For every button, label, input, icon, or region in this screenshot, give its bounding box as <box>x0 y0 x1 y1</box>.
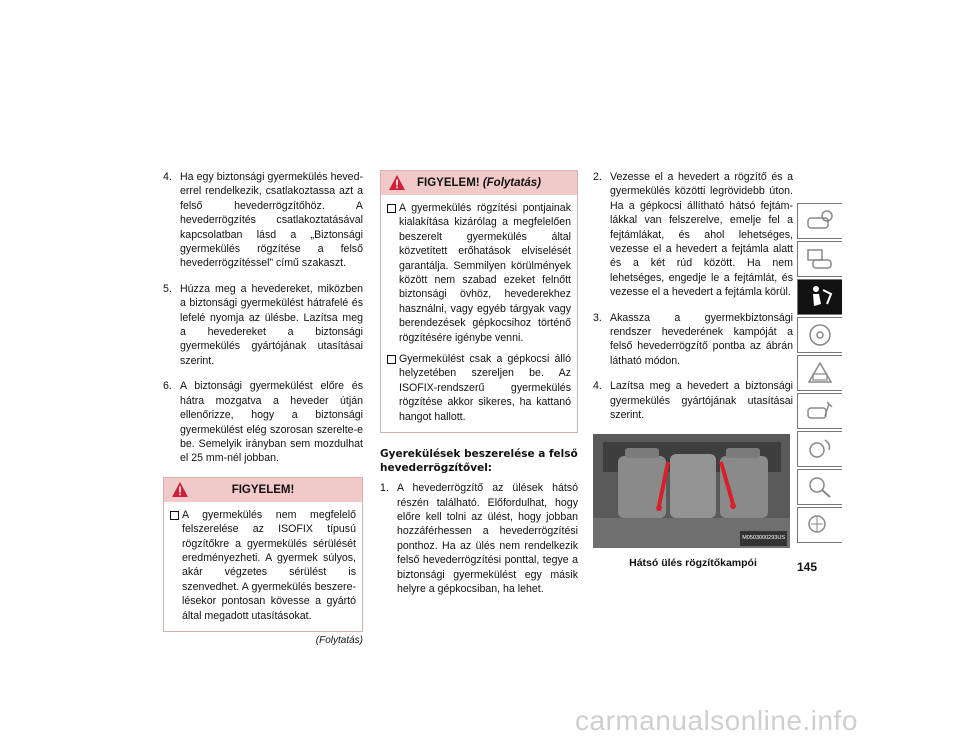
step-item <box>593 379 793 422</box>
warning-title-suffix: (Folytatás) <box>482 177 541 189</box>
column-left <box>163 170 363 648</box>
warning-header <box>164 478 362 502</box>
photo-code: M0503000293US <box>740 531 787 545</box>
step-text: Húzza meg a hevedereket, miközben a biztonsági gyermekülést hátrafelé és lefelé nyomja az ülésbe. Lazítsa meg a hevedereket a biztonsági gyermekülés gyártójának utasításai szerint. <box>180 282 363 367</box>
warning-box <box>163 477 363 632</box>
checkbox-square-icon <box>170 511 179 520</box>
car-dashboard-icon <box>805 208 835 234</box>
warning-title: FIGYELEM! <box>417 177 480 189</box>
step-text: Ha egy biztonsági gyermekülés hevederrel rendelkezik, csatlakoztassa azt a felső hevederrögzítőhöz. A hevederrögzítés csatlakoztatásával kapcsolatban lásd a „Biztonsági gyermekülés rögzítése a felső hevederrögzítéssel” című szakaszt. <box>180 171 363 270</box>
warning-item-text: Gyermekülést csak a gépkocsi álló helyzetében szereljen be. Az ISOFIX-rendszerű gyermekülés rögzítése akkor sikeres, ha kattanó hangot hallott. <box>399 353 571 423</box>
warning-triangle-icon <box>389 175 405 190</box>
warning-body <box>164 502 362 631</box>
tab-car-lights[interactable] <box>797 241 842 277</box>
step-number: 4. <box>593 380 602 393</box>
warning-header <box>381 171 577 195</box>
warning-triangle-icon <box>172 482 188 497</box>
warning-item <box>170 508 356 623</box>
step-number: 5. <box>163 282 172 295</box>
warning-item-text: A gyermekülés nem megfelelő felszerelése az ISOFIX típusú rögzítőkre a gyermekülés sérülését eredményezheti. A gyermek súlyos, akár végzetes sérülést is szenvedhet. A gyermekülés beszerelésekor pontosan kövesse a gyártó által megadott utasításokat. <box>182 508 356 622</box>
continued-label: (Folytatás) <box>315 634 363 646</box>
tab-language[interactable] <box>797 507 842 543</box>
car-service-icon <box>805 398 835 424</box>
step-text: A biztonsági gyermekülést előre és hátra mozgatva a heveder útján ellenőrizze, hogy a biztonsági gyermekülést elég szorosan szerelte-e be. Semelyik irányban sem mozdulhat el 25 mm-nél jobban. <box>180 380 363 465</box>
tab-steering-wheel[interactable] <box>797 317 842 353</box>
step-number: 1. <box>380 482 389 495</box>
checkbox-square-icon <box>387 355 396 364</box>
steps-list-left <box>163 170 363 466</box>
steps-list-middle <box>380 481 578 596</box>
steps-list-right <box>593 170 793 423</box>
column-right <box>593 170 793 570</box>
warning-item-text: A gyermekülés rögzítési pontjainak kialakítása kizárólag a megfelelően beszerelt gyermekülés által közvetített erőhatások elviselését garantálja. Semmilyen körülmények között nem szabad ezeket felnőtt biztonsági övhöz, hevederekhez használni, vagy egyéb tárgyak vagy berendezések gépkocsihoz történő rögzítésére igénybe venni. <box>399 202 571 344</box>
warning-body <box>381 195 577 432</box>
step-item <box>163 282 363 368</box>
step-text: A hevederrögzítő az ülések hátsó részén található. Előfordulhat, hogy előre kell tolni az ülést, hogy jobban hozzáférhessen a hevederrögzítési ponthoz. Ha az ülés nem rendelkezik felső hevederrögzítési ponttal, tegye a biztonsági gyermekülést egy másik helyre a gépkocsiban, ha lehet. <box>397 482 578 595</box>
chapter-tabs <box>797 203 842 545</box>
page-number: 145 <box>797 560 818 574</box>
tab-car-warning[interactable] <box>797 355 842 391</box>
magnifier-icon <box>805 474 835 500</box>
step-number: 6. <box>163 380 172 393</box>
steering-wheel-icon <box>805 322 835 348</box>
step-text: Akassza a gyermekbiztonsági rendszer hevederének kampóját a felső hevederrögzítő pontba az ábrán látható módon. <box>610 311 793 367</box>
step-item <box>163 379 363 465</box>
step-number: 3. <box>593 311 602 324</box>
step-item <box>163 170 363 271</box>
multimedia-icon <box>805 436 835 462</box>
photo-caption: Hátsó ülés rögzítőkampói <box>629 556 757 569</box>
tab-car-service[interactable] <box>797 393 842 429</box>
step-text: Lazítsa meg a hevedert a biztonsági gyermekülés gyártójának utasításai szerint. <box>610 380 793 422</box>
warning-box-continued <box>380 170 578 433</box>
language-icon <box>805 512 835 538</box>
warning-title: FIGYELEM! <box>231 483 295 496</box>
tab-airbag-seat[interactable] <box>797 279 842 315</box>
warning-item <box>387 201 571 345</box>
step-item <box>380 481 578 596</box>
step-number: 2. <box>593 171 602 183</box>
car-lights-icon <box>805 246 835 272</box>
column-middle <box>380 170 578 607</box>
checkbox-square-icon <box>387 204 396 213</box>
watermark-text: carmanualsonline.info <box>575 705 858 736</box>
step-item <box>593 170 793 300</box>
tab-car-dashboard[interactable] <box>797 203 842 239</box>
step-text: Vezesse el a hevedert a rögzítő és a gyermekülés közötti legrövidebb úton. Ha a gépkocsi állítható hátsó fejtámlákkal van felszerelve, emelje fel a fejtámlákat, és ahol lehetséges, vezesse el a hevedert a fejtámla alatt és a két rúd között. Ha nem lehetséges, engedje le a fejtámlát, és vezesse el a hevedert a fejtámla körül. <box>610 171 793 299</box>
tab-multimedia[interactable] <box>797 431 842 467</box>
step-number: 4. <box>163 171 172 183</box>
section-heading: Gyerekülések beszerelése a felső hevederrögzítővel: <box>380 448 578 475</box>
tab-magnifier[interactable] <box>797 469 842 505</box>
step-item <box>593 311 793 369</box>
rear-seat-photo <box>593 434 790 548</box>
airbag-seat-icon <box>805 284 835 310</box>
warning-item <box>387 352 571 424</box>
car-warning-icon <box>805 360 835 386</box>
